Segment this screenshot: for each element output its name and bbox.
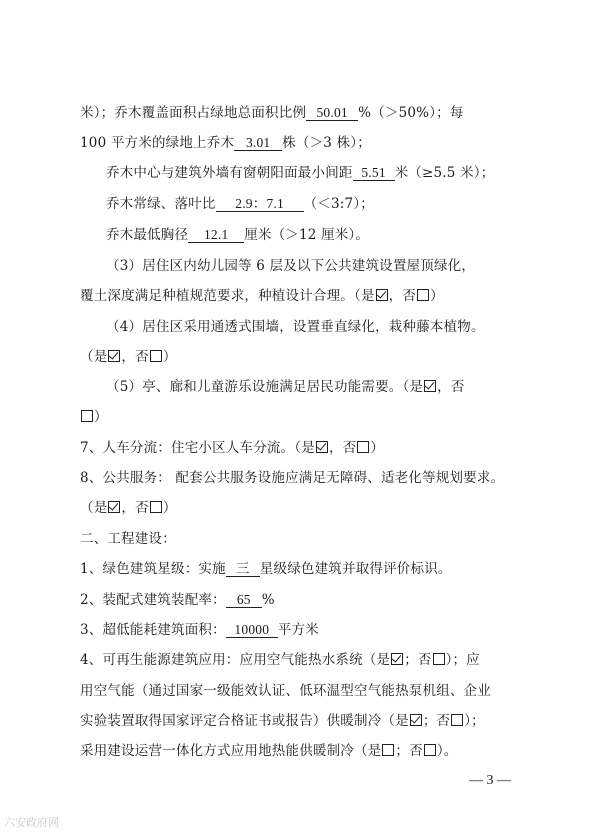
checkbox-no[interactable]	[81, 410, 93, 422]
line-air-energy-cont: 实验装置取得国家评定合格证书或报告）供暖制冷（是 ；否 ）；	[80, 713, 485, 729]
line-air-energy: 用空气能（通过国家一级能效认证、低环温型空气能热泵机组、企业	[80, 683, 491, 699]
checkbox-yes-checked[interactable]	[108, 350, 120, 362]
line-green-building-star: 1、绿色建筑星级：实施 三 星级绿色建筑并取得评价标识。	[80, 561, 452, 577]
line-public-service: 8、公共服务： 配套公共服务设施应满足无障碍、适老化等规划要求。	[80, 470, 505, 486]
checkbox-yes-checked[interactable]	[410, 714, 422, 726]
line-item-4: （4）居住区采用通透式围墙，设置垂直绿化，栽种藤本植物。	[106, 319, 485, 335]
checkbox-no[interactable]	[417, 289, 429, 301]
tree-coverage-value: 50.01	[306, 105, 358, 121]
line-item-5-cont: ）	[80, 408, 108, 426]
evergreen-ratio-value: 2.9：7.1	[216, 196, 304, 212]
checkbox-no[interactable]	[150, 501, 162, 513]
line-pedestrian-vehicle: 7、人车分流：住宅小区人车分流。（是 ，否 ）	[80, 440, 385, 456]
trees-per-100sqm-value: 3.01	[234, 135, 282, 151]
line-evergreen-ratio: 乔木常绿、落叶比 2.9：7.1 （＜3:7）；	[106, 196, 374, 212]
checkbox-yes-checked[interactable]	[108, 501, 120, 513]
line-item-3: （3）居住区内幼儿园等 6 层及以下公共建筑设置屋顶绿化，	[106, 258, 476, 274]
checkbox-no[interactable]	[357, 441, 369, 453]
line-item-4-cont: （是 ，否 ）	[80, 349, 177, 365]
green-building-star-value: 三	[226, 561, 260, 577]
checkbox-no[interactable]	[433, 653, 445, 665]
line-prefab-rate: 2、装配式建筑装配率： 65 %	[80, 592, 275, 608]
section-heading-engineering: 二、工程建设：	[80, 531, 176, 547]
line-geothermal: 采用建设运营一体化方式应用地热能供暖制冷（是 ；否 ）。	[80, 743, 458, 759]
checkbox-no[interactable]	[451, 714, 463, 726]
watermark: 六安政府网	[4, 816, 59, 829]
line-item-5: （5）亭、廊和儿童游乐设施满足居民功能需要。（是 ，否	[106, 379, 465, 395]
checkbox-yes-checked[interactable]	[316, 441, 328, 453]
checkbox-yes-checked[interactable]	[424, 380, 436, 392]
line-tree-diameter: 乔木最低胸径 12.1 厘米（＞12 厘米）。	[106, 227, 370, 243]
ultra-low-energy-area-value: 10000	[226, 622, 278, 638]
prefab-rate-value: 65	[226, 592, 262, 608]
tree-spacing-value: 5.51	[353, 165, 395, 181]
checkbox-yes-checked[interactable]	[391, 653, 403, 665]
page-number: — 3 —	[469, 773, 511, 788]
tree-diameter-value: 12.1	[188, 227, 244, 243]
line-public-service-cont: （是 ，否 ）	[80, 500, 177, 516]
line-trees-per-100sqm: 100 平方米的绿地上乔木 3.01 株（＞3 株）；	[80, 135, 371, 151]
line-ultra-low-energy: 3、超低能耗建筑面积： 10000 平方米	[80, 622, 319, 638]
line-renewable-energy: 4、可再生能源建筑应用：应用空气能热水系统（是 ；否 ）；应	[80, 652, 480, 668]
checkbox-yes[interactable]	[382, 744, 394, 756]
line-tree-spacing: 乔木中心与建筑外墙有窗朝阳面最小间距 5.51 米（≥5.5 米）；	[106, 165, 495, 181]
line-tree-coverage: 米）；乔木覆盖面积占绿地总面积比例 50.01 %（＞50%）；每	[80, 105, 464, 121]
line-item-3-cont: 覆土深度满足种植规范要求，种植设计合理。（是 ，否 ）	[80, 288, 444, 304]
checkbox-no[interactable]	[150, 350, 162, 362]
checkbox-yes-checked[interactable]	[376, 289, 388, 301]
checkbox-no[interactable]	[424, 744, 436, 756]
